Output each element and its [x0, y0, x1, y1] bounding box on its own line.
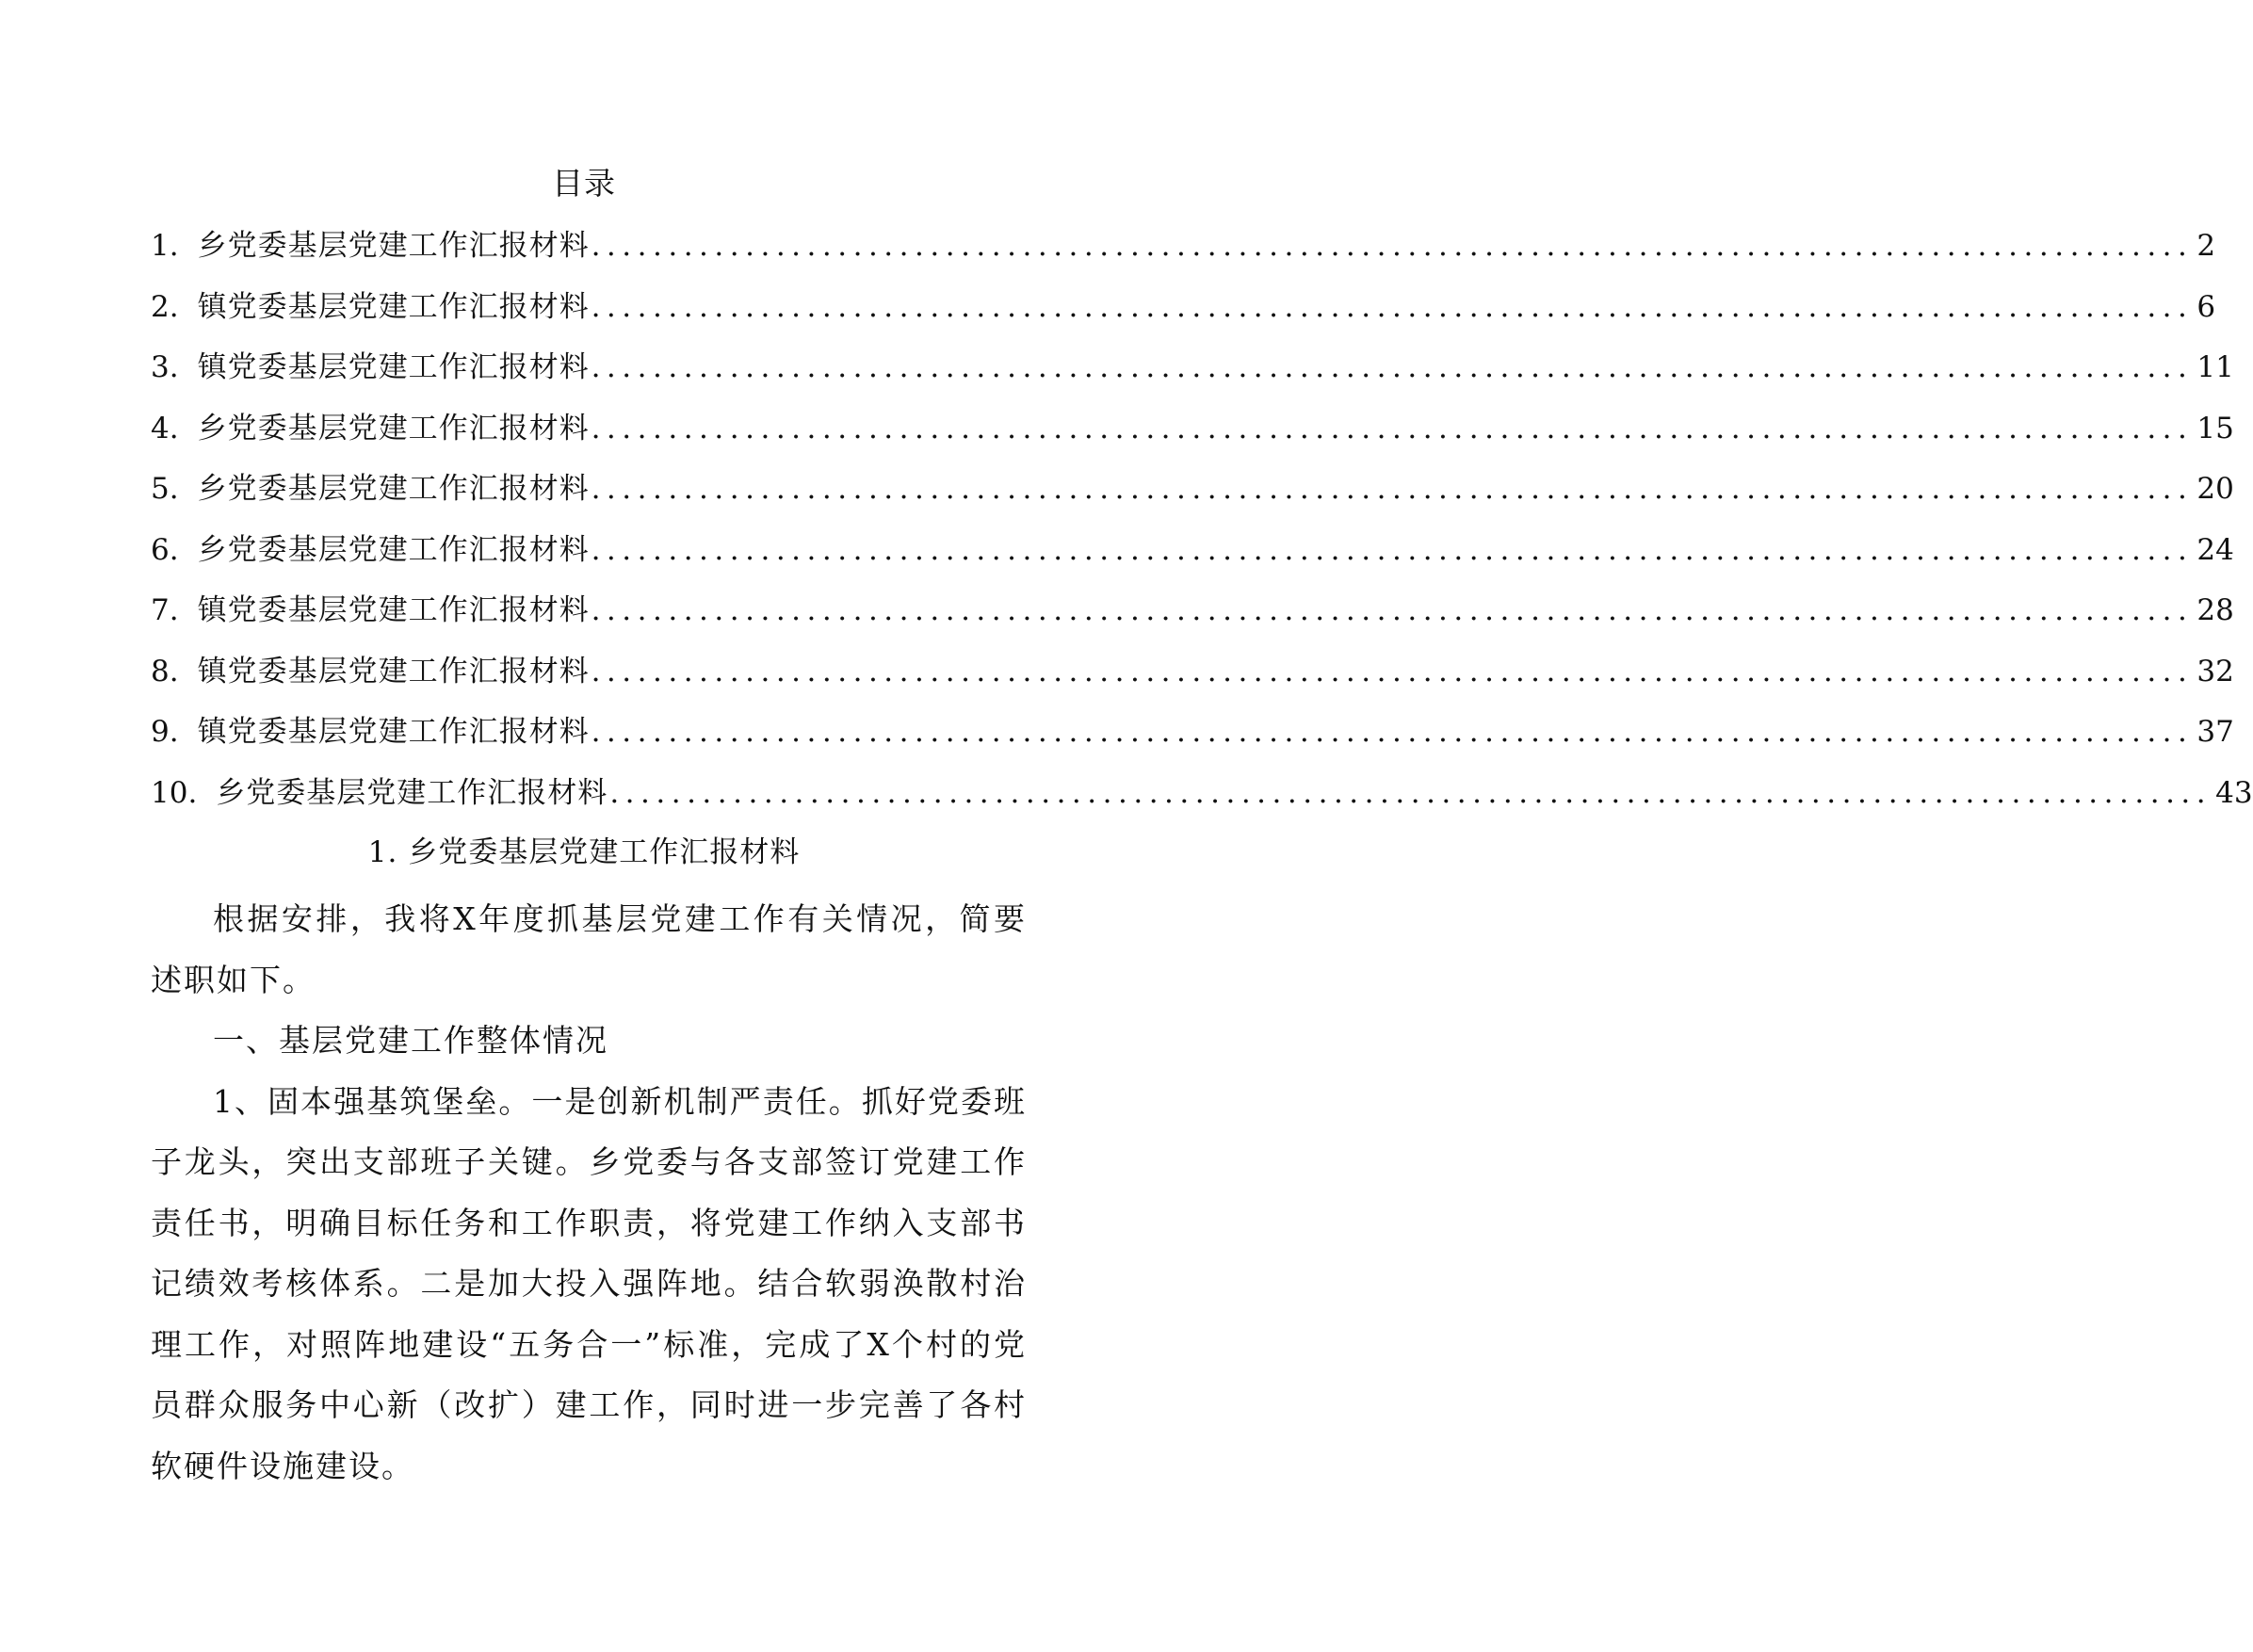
- toc-entry-number: 6.: [151, 532, 179, 567]
- toc-entry[interactable]: [151, 344, 2234, 405]
- toc-dot-leader: ........................................................................................................: [591, 229, 2194, 263]
- body-paragraph: 1、固本强基筑堡垒。一是创新机制严责任。抓好党委班子龙头，突出支部班子关键。乡党委与各支部签订党建工作责任书，明确目标任务和工作职责，将党建工作纳入支部书记绩效考核体系。二是加大投入强阵地。结合软弱涣散村治理工作，对照阵地建设“五务合一”标准，完成了X个村的党员群众服务中心新（改扩）建工作，同时进一步完善了各村软硬件设施建设。: [151, 1082, 1027, 1484]
- toc-dot-leader: ........................................................................................................: [591, 472, 2194, 506]
- toc-entry-number: 7.: [151, 593, 179, 627]
- toc-entry-page: 37: [2196, 715, 2234, 749]
- toc-entry[interactable]: [151, 222, 2216, 283]
- toc-entry[interactable]: [151, 587, 2234, 648]
- toc-entry[interactable]: [151, 769, 2253, 831]
- toc-dot-leader: ........................................................................................................: [591, 289, 2194, 324]
- toc-entry-title: 镇党委基层党建工作汇报材料: [197, 289, 590, 324]
- toc-entry-title: 镇党委基层党建工作汇报材料: [197, 715, 590, 749]
- toc-entry[interactable]: [151, 708, 2234, 769]
- toc-dot-leader: ........................................................................................................: [591, 715, 2194, 749]
- toc-entry-number: 10.: [151, 775, 198, 810]
- toc-entry-number: 8.: [151, 654, 179, 688]
- toc-dot-leader: ........................................................................................................: [609, 775, 2212, 810]
- toc-dot-leader: ........................................................................................................: [591, 654, 2194, 688]
- toc-entry-number: 3.: [151, 350, 179, 384]
- toc-entry-page: 28: [2196, 593, 2234, 627]
- toc-entry-title: 乡党委基层党建工作汇报材料: [197, 229, 590, 263]
- toc-entry[interactable]: [151, 405, 2234, 466]
- toc-entry-number: 1.: [151, 229, 179, 263]
- toc-entry[interactable]: [151, 465, 2234, 526]
- toc-entry-title: 镇党委基层党建工作汇报材料: [197, 654, 590, 688]
- section-heading: 1. 乡党委基层党建工作汇报材料: [367, 835, 801, 869]
- toc-entry-page: 2: [2196, 229, 2216, 263]
- toc-entry-page: 43: [2215, 775, 2253, 810]
- toc-entry-number: 9.: [151, 715, 179, 749]
- table-of-contents: [151, 222, 2253, 830]
- toc-title: 目录: [552, 165, 616, 202]
- toc-entry-title: 镇党委基层党建工作汇报材料: [197, 593, 590, 627]
- section-body: [151, 889, 1027, 1497]
- toc-dot-leader: ........................................................................................................: [591, 350, 2194, 384]
- toc-entry-page: 24: [2196, 532, 2234, 567]
- toc-dot-leader: ........................................................................................................: [591, 411, 2194, 445]
- toc-entry-title: 镇党委基层党建工作汇报材料: [197, 350, 590, 384]
- toc-entry[interactable]: [151, 648, 2234, 709]
- toc-dot-leader: ........................................................................................................: [591, 532, 2194, 567]
- subsection-heading: 一、基层党建工作整体情况: [213, 1022, 608, 1059]
- toc-entry-title: 乡党委基层党建工作汇报材料: [197, 532, 590, 567]
- toc-entry-title: 乡党委基层党建工作汇报材料: [216, 775, 608, 810]
- toc-entry-number: 5.: [151, 472, 179, 506]
- toc-entry[interactable]: [151, 526, 2234, 588]
- toc-entry-number: 2.: [151, 289, 179, 324]
- toc-entry-page: 32: [2196, 654, 2234, 688]
- toc-entry-page: 6: [2196, 289, 2216, 324]
- toc-dot-leader: ........................................................................................................: [591, 593, 2194, 627]
- body-paragraph: 根据安排，我将X年度抓基层党建工作有关情况，简要述职如下。: [151, 900, 1027, 998]
- toc-entry-page: 15: [2196, 411, 2234, 445]
- toc-entry-page: 20: [2196, 472, 2234, 506]
- toc-entry-page: 11: [2196, 350, 2234, 384]
- toc-entry-title: 乡党委基层党建工作汇报材料: [197, 411, 590, 445]
- toc-entry-number: 4.: [151, 411, 179, 445]
- toc-entry-title: 乡党委基层党建工作汇报材料: [197, 472, 590, 506]
- toc-entry[interactable]: [151, 283, 2216, 345]
